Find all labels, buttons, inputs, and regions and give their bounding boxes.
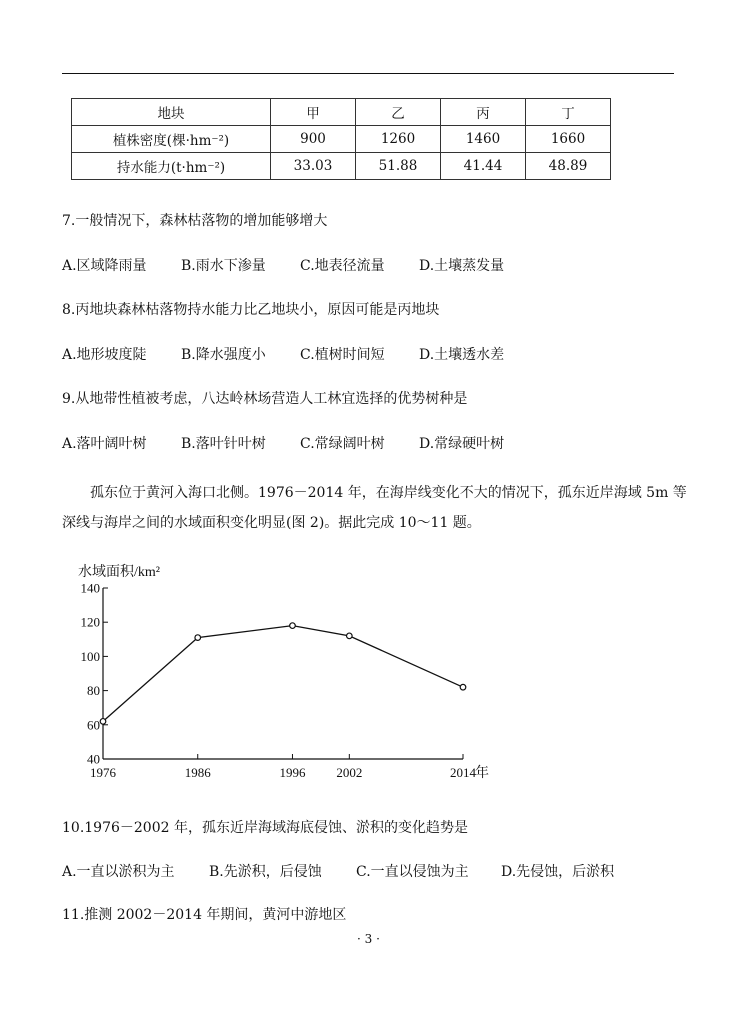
table-cell: 植株密度(棵·hm⁻²): [72, 126, 271, 153]
table-cell: 48.89: [526, 153, 611, 180]
x-tick-label: 2014: [450, 765, 476, 780]
x-tick-label: 1996: [279, 765, 306, 780]
option-a: A.区域降雨量: [62, 258, 147, 274]
x-tick-label: 2002: [336, 765, 363, 780]
y-tick-label: 140: [80, 580, 100, 596]
data-point: [290, 623, 296, 629]
passage-line: 深线与海岸之间的水域面积变化明显(图 2)。据此完成 10～11 题。: [62, 515, 481, 531]
table-row: [72, 126, 611, 153]
table-header-row: [72, 99, 611, 126]
y-tick-label: 120: [80, 614, 100, 630]
option-d: D.常绿硬叶树: [419, 436, 505, 452]
option-c: C.地表径流量: [300, 258, 385, 274]
header-rule: [62, 73, 674, 74]
option-a: A.地形坡度陡: [62, 347, 147, 363]
passage: [62, 478, 687, 538]
question-10-stem: 10.1976－2002 年，孤东近岸海域海底侵蚀、淤积的变化趋势是: [62, 820, 468, 836]
question-8-stem: 8.丙地块森林枯落物持水能力比乙地块小，原因可能是丙地块: [62, 302, 440, 318]
data-point: [100, 719, 106, 725]
y-axis-label: 水域面积/km²: [78, 565, 160, 580]
option-d: D.土壤透水差: [419, 347, 505, 363]
table-cell: 33.03: [271, 153, 356, 180]
passage-line: 孤东位于黄河入海口北侧。1976－2014 年，在海岸线变化不大的情况下，孤东近岸海域 5m 等: [90, 485, 687, 501]
data-point: [460, 684, 466, 690]
table-cell: 持水能力(t·hm⁻²): [72, 153, 271, 180]
table-cell: 丁: [526, 99, 611, 126]
option-c: C.常绿阔叶树: [300, 436, 385, 452]
option-d: D.先侵蚀，后淤积: [501, 864, 615, 880]
table-cell: 丙: [441, 99, 526, 126]
x-tick-label: 1976: [90, 765, 116, 780]
data-point: [195, 635, 201, 641]
y-tick-label: 80: [87, 683, 100, 699]
option-b: B.先淤积，后侵蚀: [209, 864, 322, 880]
data-point: [347, 633, 353, 639]
series-line: [103, 626, 463, 722]
y-tick-label: 60: [87, 717, 100, 733]
option-c: C.植树时间短: [300, 347, 385, 363]
question-7-stem: 7.一般情况下，森林枯落物的增加能够增大: [62, 213, 328, 229]
page-number: · 3 ·: [357, 932, 380, 946]
table-cell: 地块: [72, 99, 271, 126]
question-9-stem: 9.从地带性植被考虑，八达岭林场营造人工林宜选择的优势树种是: [62, 391, 468, 407]
option-b: B.降水强度小: [181, 347, 266, 363]
table-row: [72, 153, 611, 180]
table-cell: 1260: [356, 126, 441, 153]
data-table: [71, 98, 611, 180]
table-cell: 甲: [271, 99, 356, 126]
option-a: A.落叶阔叶树: [62, 436, 147, 452]
table-cell: 1660: [526, 126, 611, 153]
option-a: A.一直以淤积为主: [62, 864, 175, 880]
question-11-stem: 11.推测 2002－2014 年期间，黄河中游地区: [62, 907, 347, 923]
line-chart: [70, 556, 510, 786]
x-axis-unit: 年: [475, 766, 489, 781]
y-tick-label: 40: [87, 751, 100, 767]
table-cell: 51.88: [356, 153, 441, 180]
option-b: B.雨水下渗量: [181, 258, 266, 274]
table-cell: 乙: [356, 99, 441, 126]
option-c: C.一直以侵蚀为主: [356, 864, 469, 880]
table-cell: 41.44: [441, 153, 526, 180]
table-cell: 1460: [441, 126, 526, 153]
option-d: D.土壤蒸发量: [419, 258, 505, 274]
y-tick-label: 100: [80, 648, 100, 664]
option-b: B.落叶针叶树: [181, 436, 266, 452]
table-cell: 900: [271, 126, 356, 153]
x-tick-label: 1986: [184, 765, 211, 780]
